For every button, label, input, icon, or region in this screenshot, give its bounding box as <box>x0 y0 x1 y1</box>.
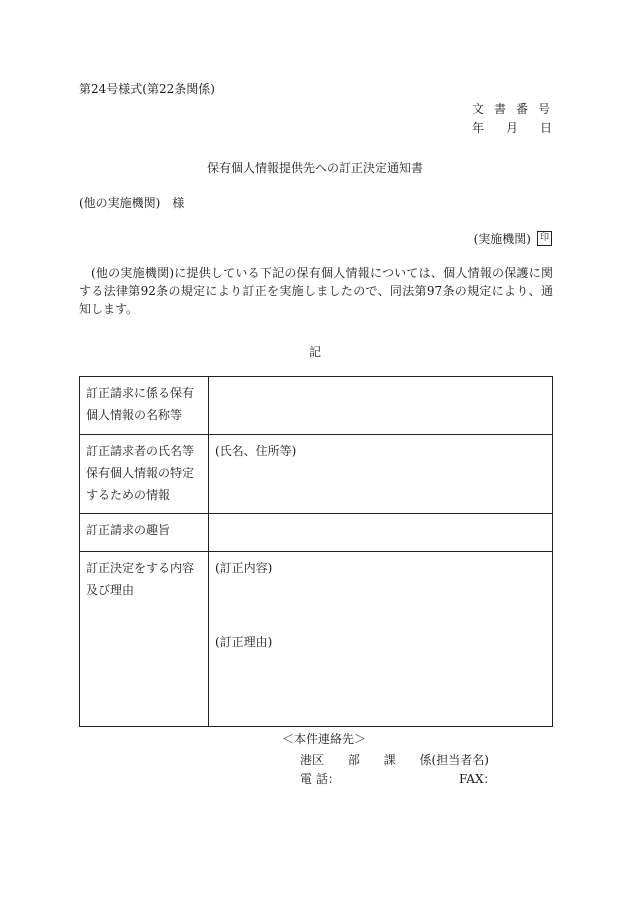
contact-phone-label: 電 話： <box>300 772 340 786</box>
addressee: (他の実施機関) 様 <box>79 196 185 210</box>
contact-header: ＜本件連絡先＞ <box>282 732 367 746</box>
contact-ward: 港区 <box>300 753 325 767</box>
correction-reason-label: (訂正理由) <box>215 635 273 649</box>
document-number-label: 文書番号 <box>472 102 561 116</box>
table-row <box>80 435 553 514</box>
correction-content-label: (訂正内容) <box>215 561 273 575</box>
row-value: (氏名、住所等) <box>209 435 553 514</box>
document-date <box>472 119 552 136</box>
row-label: 訂正請求者の氏名等保有個人情報の特定するための情報 <box>80 435 209 514</box>
row-label: 訂正請求の趣旨 <box>80 514 209 552</box>
body-paragraph: (他の実施機関)に提供している下記の保有個人情報については、個人情報の保護に関する法律第92条の規定により訂正を実施しましたので、同法第97条の規定により、通知します。 <box>79 266 553 316</box>
row-value <box>209 552 553 727</box>
detail-table <box>79 376 553 727</box>
table-row <box>80 552 553 727</box>
form-number: 第24号様式(第22条関係) <box>79 82 215 96</box>
table-row <box>80 377 553 435</box>
table-row <box>80 514 553 552</box>
row-value <box>209 514 553 552</box>
sender-name: (実施機関) <box>473 232 531 246</box>
date-day: 日 <box>540 121 553 135</box>
contact-department-line <box>300 751 489 768</box>
contact-fax-label: FAX： <box>459 772 496 786</box>
row-label: 訂正決定をする内容及び理由 <box>80 552 209 727</box>
date-month: 月 <box>506 121 519 135</box>
seal-mark: 印 <box>537 231 552 246</box>
row-value <box>209 377 553 435</box>
contact-person: 係(担当者名) <box>419 753 489 767</box>
sender-block <box>474 230 552 247</box>
contact-section: 課 <box>383 753 396 767</box>
ki-heading: 記 <box>308 345 321 359</box>
row-label: 訂正請求に係る保有個人情報の名称等 <box>80 377 209 435</box>
document-title: 保有個人情報提供先への訂正決定通知書 <box>206 161 423 175</box>
contact-dept: 部 <box>347 753 360 767</box>
date-year: 年 <box>472 121 485 135</box>
